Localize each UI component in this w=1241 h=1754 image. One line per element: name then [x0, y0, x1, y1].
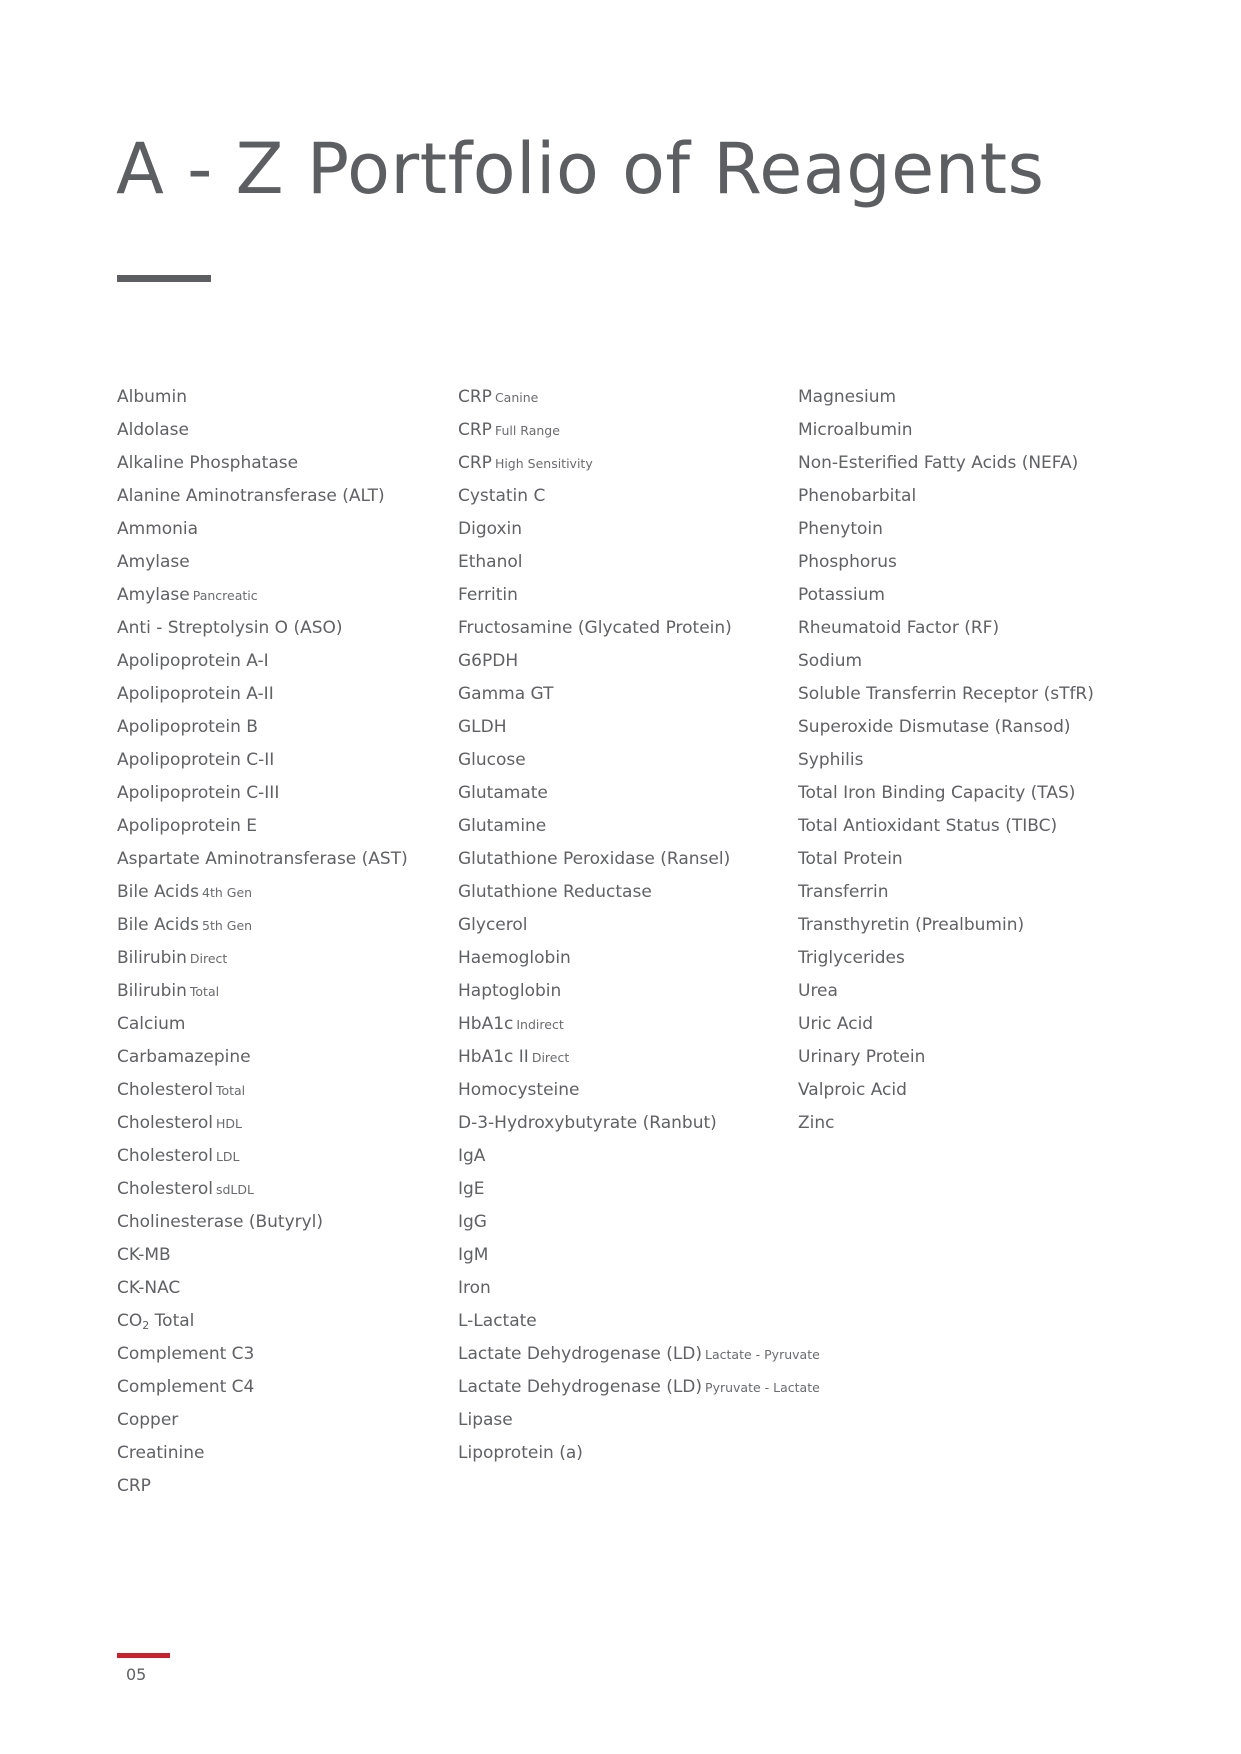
reagent-item	[798, 678, 1094, 711]
reagent-item	[458, 810, 820, 843]
reagent-name: Copper	[117, 1410, 179, 1430]
reagent-name: Cystatin C	[458, 486, 546, 506]
reagent-item	[117, 1041, 408, 1074]
reagent-name: Cholesterol	[117, 1146, 213, 1166]
reagent-name: Microalbumin	[798, 420, 913, 440]
reagent-item	[458, 1305, 820, 1338]
reagent-name: Transferrin	[798, 882, 889, 902]
reagent-item	[458, 1206, 820, 1239]
reagent-list	[117, 381, 1157, 1501]
reagent-item	[798, 612, 1094, 645]
reagent-name: Superoxide Dismutase (Ransod)	[798, 717, 1071, 737]
reagent-qualifier: LDL	[215, 1149, 240, 1164]
reagent-name: CRP	[458, 453, 492, 473]
reagent-item	[798, 1041, 1094, 1074]
reagent-item	[117, 777, 408, 810]
reagent-item	[117, 1173, 408, 1206]
reagent-name: L-Lactate	[458, 1311, 537, 1331]
reagent-item	[117, 1140, 408, 1173]
reagent-name: Syphilis	[798, 750, 864, 770]
reagent-item	[458, 1041, 820, 1074]
reagent-name: Glutathione Reductase	[458, 882, 652, 902]
reagent-item	[458, 1239, 820, 1272]
reagent-name: Glycerol	[458, 915, 528, 935]
reagent-item	[458, 1107, 820, 1140]
reagent-name: Calcium	[117, 1014, 186, 1034]
reagent-name: CO	[117, 1311, 143, 1331]
reagent-item	[117, 480, 408, 513]
reagent-qualifier: 5th Gen	[202, 918, 253, 933]
reagent-name: Rheumatoid Factor (RF)	[798, 618, 1000, 638]
reagent-name: Creatinine	[117, 1443, 205, 1463]
reagent-name: Sodium	[798, 651, 863, 671]
reagent-item	[458, 1074, 820, 1107]
reagent-name: Homocysteine	[458, 1080, 580, 1100]
reagent-name: Zinc	[798, 1113, 835, 1133]
reagent-name: Bilirubin	[117, 948, 187, 968]
reagent-qualifier: sdLDL	[215, 1182, 254, 1197]
reagent-qualifier: Direct	[531, 1050, 570, 1065]
reagent-name: Glutamate	[458, 783, 548, 803]
reagent-item	[117, 1206, 408, 1239]
reagent-name: Apolipoprotein A-II	[117, 684, 274, 704]
reagent-name: Ethanol	[458, 552, 523, 572]
reagent-name: Ferritin	[458, 585, 518, 605]
reagent-item	[458, 480, 820, 513]
reagent-qualifier: Lactate - Pyruvate	[705, 1347, 820, 1362]
reagent-name: Ammonia	[117, 519, 199, 539]
reagent-name: Apolipoprotein B	[117, 717, 258, 737]
reagent-item	[117, 546, 408, 579]
reagent-item	[798, 381, 1094, 414]
reagent-name: Amylase	[117, 585, 190, 605]
reagent-name: Aspartate Aminotransferase (AST)	[117, 849, 408, 869]
reagent-name: Glucose	[458, 750, 526, 770]
footer-accent-line	[117, 1653, 170, 1658]
reagent-item	[117, 513, 408, 546]
reagent-name: Urea	[798, 981, 838, 1001]
reagent-item	[458, 414, 820, 447]
reagent-item	[117, 711, 408, 744]
reagent-item	[798, 1074, 1094, 1107]
reagent-name: Aldolase	[117, 420, 190, 440]
reagent-item	[117, 612, 408, 645]
reagent-item	[117, 1371, 408, 1404]
reagent-item	[798, 843, 1094, 876]
reagent-name: Cholesterol	[117, 1113, 213, 1133]
reagent-name-suffix: Total	[149, 1311, 195, 1331]
reagent-name: CRP	[117, 1476, 151, 1496]
reagent-item	[458, 876, 820, 909]
reagent-name: IgM	[458, 1245, 489, 1265]
reagent-qualifier: Direct	[189, 951, 228, 966]
reagent-name: Transthyretin (Prealbumin)	[798, 915, 1025, 935]
reagent-item	[458, 711, 820, 744]
reagent-name: G6PDH	[458, 651, 519, 671]
reagent-item	[458, 579, 820, 612]
reagent-name: Complement C4	[117, 1377, 255, 1397]
reagent-item	[117, 381, 408, 414]
reagent-item	[117, 810, 408, 843]
reagent-item	[798, 876, 1094, 909]
reagent-name: Lactate Dehydrogenase (LD)	[458, 1377, 703, 1397]
reagent-item	[458, 678, 820, 711]
reagent-qualifier: Pyruvate - Lactate	[705, 1380, 820, 1395]
reagent-name: CRP	[458, 420, 492, 440]
reagent-name: Soluble Transferrin Receptor (sTfR)	[798, 684, 1094, 704]
reagent-item	[117, 1008, 408, 1041]
reagent-item	[117, 909, 408, 942]
page-title: A - Z Portfolio of Reagents	[116, 128, 1045, 210]
reagent-item	[117, 1074, 408, 1107]
reagent-name: Cholinesterase (Butyryl)	[117, 1212, 324, 1232]
reagent-name: CRP	[458, 387, 492, 407]
reagent-item	[458, 1404, 820, 1437]
reagent-name: Digoxin	[458, 519, 523, 539]
reagent-name: Uric Acid	[798, 1014, 874, 1034]
reagent-item	[117, 1305, 408, 1338]
reagent-item	[798, 447, 1094, 480]
reagent-item	[117, 414, 408, 447]
reagent-item	[798, 744, 1094, 777]
reagent-name: Amylase	[117, 552, 190, 572]
reagent-qualifier: 4th Gen	[202, 885, 253, 900]
reagent-item	[458, 447, 820, 480]
reagent-name: HbA1c	[458, 1014, 514, 1034]
reagent-name: Total Iron Binding Capacity (TAS)	[798, 783, 1076, 803]
reagent-item	[117, 1107, 408, 1140]
reagent-item	[458, 777, 820, 810]
reagent-qualifier: High Sensitivity	[494, 456, 593, 471]
reagent-column-3	[798, 381, 1094, 1140]
reagent-item	[117, 975, 408, 1008]
reagent-item	[458, 546, 820, 579]
reagent-name: Carbamazepine	[117, 1047, 251, 1067]
reagent-item	[117, 579, 408, 612]
reagent-qualifier: Full Range	[494, 423, 560, 438]
reagent-name: Valproic Acid	[798, 1080, 907, 1100]
reagent-item	[117, 645, 408, 678]
reagent-name: Apolipoprotein C-II	[117, 750, 275, 770]
reagent-name: Total Protein	[798, 849, 903, 869]
reagent-qualifier: HDL	[215, 1116, 242, 1131]
reagent-item	[117, 876, 408, 909]
reagent-item	[458, 513, 820, 546]
reagent-name: Apolipoprotein E	[117, 816, 258, 836]
reagent-item	[458, 1437, 820, 1470]
reagent-item	[117, 744, 408, 777]
reagent-name: IgA	[458, 1146, 486, 1166]
reagent-name: Total Antioxidant Status (TIBC)	[798, 816, 1058, 836]
reagent-item	[798, 942, 1094, 975]
reagent-name: Magnesium	[798, 387, 897, 407]
reagent-name: Triglycerides	[798, 948, 905, 968]
reagent-name: Apolipoprotein A-I	[117, 651, 269, 671]
reagent-qualifier: Indirect	[516, 1017, 564, 1032]
reagent-column-1	[117, 381, 408, 1503]
reagent-name: Iron	[458, 1278, 491, 1298]
reagent-item	[458, 612, 820, 645]
reagent-item	[117, 1404, 408, 1437]
reagent-item	[798, 909, 1094, 942]
reagent-name: Albumin	[117, 387, 187, 407]
reagent-item	[458, 942, 820, 975]
reagent-item	[458, 645, 820, 678]
reagent-name: D-3-Hydroxybutyrate (Ranbut)	[458, 1113, 717, 1133]
reagent-item	[117, 843, 408, 876]
reagent-name: HbA1c II	[458, 1047, 529, 1067]
reagent-name: Fructosamine (Glycated Protein)	[458, 618, 732, 638]
reagent-qualifier: Total	[189, 984, 220, 999]
reagent-item	[798, 711, 1094, 744]
reagent-item	[798, 414, 1094, 447]
reagent-name: Lipoprotein (a)	[458, 1443, 583, 1463]
reagent-name: Haptoglobin	[458, 981, 562, 1001]
reagent-name: GLDH	[458, 717, 507, 737]
reagent-name: Urinary Protein	[798, 1047, 926, 1067]
reagent-qualifier: Pancreatic	[192, 588, 258, 603]
reagent-name: Cholesterol	[117, 1179, 213, 1199]
reagent-item	[458, 1173, 820, 1206]
reagent-name: Non-Esterified Fatty Acids (NEFA)	[798, 453, 1079, 473]
reagent-item	[798, 579, 1094, 612]
reagent-name: Glutathione Peroxidase (Ransel)	[458, 849, 731, 869]
reagent-item	[798, 975, 1094, 1008]
reagent-name: Alanine Aminotransferase (ALT)	[117, 486, 385, 506]
reagent-name: IgE	[458, 1179, 485, 1199]
reagent-name: IgG	[458, 1212, 487, 1232]
reagent-item	[798, 546, 1094, 579]
reagent-item	[117, 447, 408, 480]
reagent-name: Bile Acids	[117, 915, 200, 935]
reagent-item	[458, 1272, 820, 1305]
reagent-item	[458, 975, 820, 1008]
reagent-item	[117, 678, 408, 711]
reagent-item	[117, 1338, 408, 1371]
reagent-item	[117, 942, 408, 975]
reagent-name: Potassium	[798, 585, 885, 605]
reagent-name: Phenytoin	[798, 519, 883, 539]
reagent-name: Anti - Streptolysin O (ASO)	[117, 618, 343, 638]
reagent-name: Phosphorus	[798, 552, 897, 572]
reagent-item	[458, 744, 820, 777]
reagent-item	[458, 1371, 820, 1404]
reagent-name: Phenobarbital	[798, 486, 917, 506]
reagent-qualifier: Total	[215, 1083, 246, 1098]
reagent-item	[458, 1338, 820, 1371]
reagent-name: Alkaline Phosphatase	[117, 453, 299, 473]
reagent-name: Cholesterol	[117, 1080, 213, 1100]
reagent-name: Gamma GT	[458, 684, 554, 704]
title-underline	[117, 275, 211, 282]
reagent-item	[798, 513, 1094, 546]
reagent-item	[458, 381, 820, 414]
reagent-name: Apolipoprotein C-III	[117, 783, 280, 803]
reagent-item	[798, 645, 1094, 678]
reagent-name: Bilirubin	[117, 981, 187, 1001]
reagent-item	[458, 1008, 820, 1041]
reagent-item	[458, 843, 820, 876]
reagent-item	[798, 1107, 1094, 1140]
reagent-name: Complement C3	[117, 1344, 255, 1364]
reagent-item	[798, 1008, 1094, 1041]
reagent-column-2	[458, 381, 820, 1470]
reagent-item	[798, 810, 1094, 843]
reagent-item	[798, 480, 1094, 513]
reagent-qualifier: Canine	[494, 390, 539, 405]
reagent-item	[458, 1140, 820, 1173]
reagent-name: Bile Acids	[117, 882, 200, 902]
reagent-subscript: 2	[142, 1319, 150, 1332]
reagent-item	[117, 1239, 408, 1272]
reagent-name: Glutamine	[458, 816, 547, 836]
reagent-name: CK-MB	[117, 1245, 171, 1265]
reagent-name: Lactate Dehydrogenase (LD)	[458, 1344, 703, 1364]
reagent-item	[458, 909, 820, 942]
reagent-item	[117, 1272, 408, 1305]
reagent-name: Lipase	[458, 1410, 513, 1430]
page-number: 05	[126, 1665, 147, 1684]
reagent-name: CK-NAC	[117, 1278, 181, 1298]
reagent-name: Haemoglobin	[458, 948, 571, 968]
reagent-item	[117, 1437, 408, 1470]
reagent-item	[117, 1470, 408, 1503]
reagent-item	[798, 777, 1094, 810]
